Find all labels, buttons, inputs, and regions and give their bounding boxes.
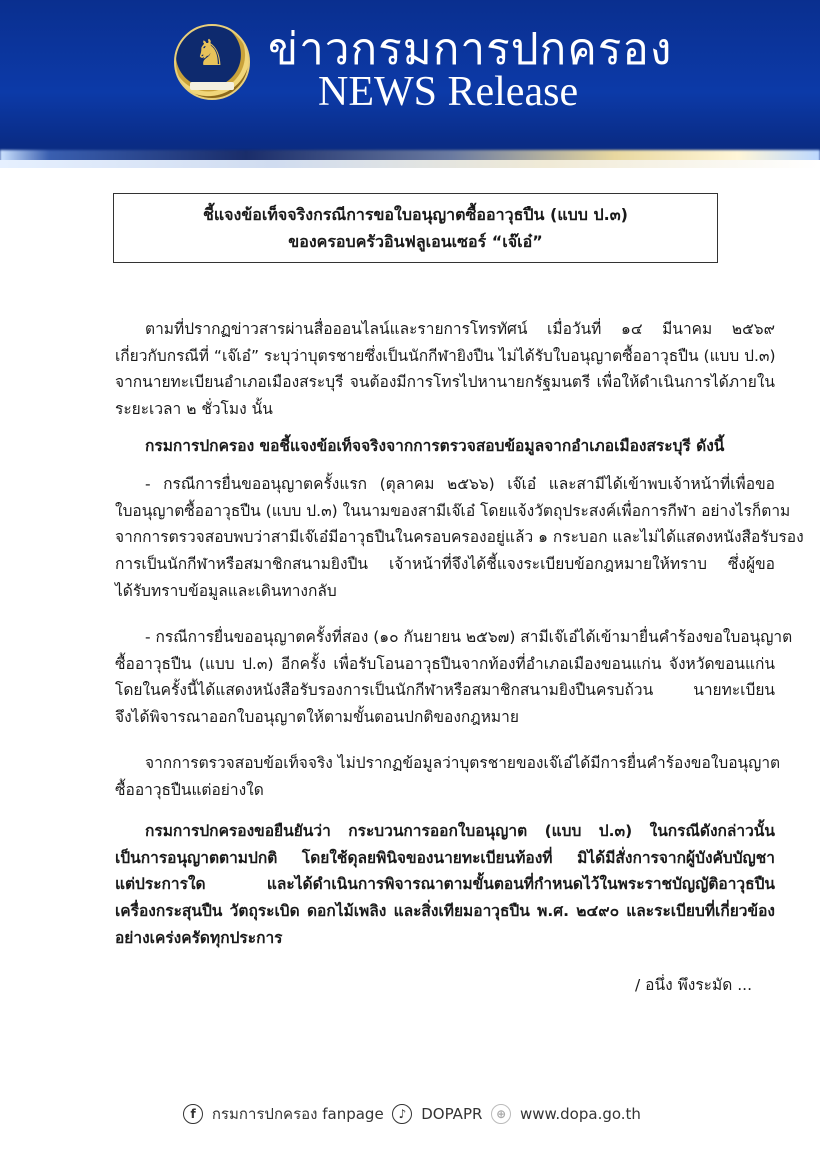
text-line: ได้รับทราบข้อมูลและเดินทางกลับ — [115, 581, 337, 600]
paragraph-second-request — [115, 624, 793, 731]
globe-icon: ⊕ — [491, 1104, 511, 1124]
text-line: ระยะเวลา ๒ ชั่วโมง นั้น — [115, 400, 273, 419]
text-line: ใบอนุญาตซื้ออาวุธปืน (แบบ ป.๓) ในนามของสามีเจ๊เอ๋ โดยแจ้งวัตถุประสงค์เพื่อการกีฬา อย่างไรก็ตาม — [115, 501, 791, 520]
text-line: จากการตรวจสอบพบว่าสามีเจ๊เอ๋มีอาวุธปืนในครอบครองอยู่แล้ว ๑ กระบอก และไม่ได้แสดงหนังสือรับรอง — [115, 528, 804, 547]
text-line: กรมการปกครองขอยืนยันว่า กระบวนการออกใบอนุญาต (แบบ ป.๓) ในกรณีดังกล่าวนั้น — [145, 822, 775, 840]
text-line: ซื้ออาวุธปืน (แบบ ป.๓) อีกครั้ง เพื่อรับโอนอาวุธปืนจากท้องที่อำเภอเมืองขอนแก่น จังหวัดขอนแก่น — [115, 654, 775, 673]
closing-note: / อนึ่ง พึงระมัด ... — [635, 976, 752, 994]
text-line: เป็นการอนุญาตตามปกติ โดยใช้ดุลยพินิจของนายทะเบียนท้องที่ มิได้มีสั่งการจากผู้บังคับบัญชา — [115, 848, 775, 867]
news-header — [0, 0, 820, 168]
text-line: อย่างเคร่งครัดทุกประการ — [115, 928, 283, 947]
text-line: โดยในครั้งนี้ได้แสดงหนังสือรับรองการเป็นนักกีฬาหรือสมาชิกสนามยิงปืนครบถ้วน นายทะเบียน — [115, 681, 775, 700]
text-line: จากการตรวจสอบข้อเท็จจริง ไม่ปรากฏข้อมูลว่าบุตรชายของเจ๊เอ๋ได้มีการยื่นคำร้องขอใบอนุญาต — [145, 754, 781, 772]
tiktok-icon: ♪ — [392, 1104, 412, 1124]
text-line: เครื่องกระสุนปืน วัตถุระเบิด ดอกไม้เพลิง และสิ่งเทียมอาวุธปืน พ.ศ. ๒๔๙๐ และระเบียบที่เกี่ยวข้อง — [115, 902, 775, 921]
text-line: แต่ประการใด และได้ดำเนินการพิจารณาตามขั้นตอนที่กำหนดไว้ในพระราชบัญญัติอาวุธปืน — [115, 875, 775, 894]
paragraph-first-request — [115, 471, 804, 604]
paragraph-intro — [115, 316, 775, 423]
header-title-english: NEWS Release — [318, 69, 579, 115]
website-link[interactable]: www.dopa.go.th — [519, 1105, 641, 1123]
tiktok-link[interactable]: DOPAPR — [421, 1105, 483, 1123]
text-line: การเป็นนักกีฬาหรือสมาชิกสนามยิงปืน เจ้าหน้าที่จึงได้ชี้แจงระเบียบข้อกฎหมายให้ทราบ ซึ่งผู้ขอ — [115, 555, 775, 574]
title-line-2: ของครอบครัวอินฟลูเอนเซอร์ “เจ๊เอ๋” — [288, 232, 543, 251]
heading-text: กรมการปกครอง ขอชี้แจงข้อเท็จจริงจากการตรวจสอบข้อมูลจากอำเภอเมืองสระบุรี ดังนี้ — [145, 437, 725, 455]
title-line-1: ชี้แจงข้อเท็จจริงกรณีการขอใบอนุญาตซื้ออาวุธปืน (แบบ ป.๓) — [202, 205, 628, 224]
document-title-box — [113, 193, 718, 263]
paragraph-finding — [115, 750, 781, 803]
text-line: เกี่ยวกับกรณีที่ “เจ๊เอ๋” ระบุว่าบุตรชายซึ่งเป็นนักกีฬายิงปืน ไม่ได้รับใบอนุญาตซื้ออาวุธปืน (แบบ ป.๓) — [115, 346, 776, 365]
text-line: - กรณีการยื่นขออนุญาตครั้งที่สอง (๑๐ กันยายน ๒๕๖๗) สามีเจ๊เอ๋ได้เข้ามายื่นคำร้องขอใบอนุญาต — [145, 628, 793, 646]
header-title-thai: ข่าวกรมการปกครอง — [268, 24, 673, 75]
text-line: ซื้ออาวุธปืนแต่อย่างใด — [115, 780, 264, 799]
text-line: จากนายทะเบียนอำเภอเมืองสระบุรี จนต้องมีการโทรไปหานายกรัฐมนตรี เพื่อให้ดำเนินการได้ภายใน — [115, 373, 775, 392]
paragraph-affirmation — [115, 818, 775, 951]
section-heading — [115, 433, 775, 460]
text-line: - กรณีการยื่นขออนุญาตครั้งแรก (ตุลาคม ๒๕๖๖) เจ๊เอ๋ และสามีได้เข้าพบเจ้าหน้าที่เพื่อขอ — [145, 475, 775, 493]
footer-contacts — [0, 1102, 820, 1126]
facebook-icon: f — [183, 1104, 203, 1124]
department-seal-logo: ♞ — [174, 24, 250, 100]
facebook-link[interactable]: กรมการปกครอง fanpage — [211, 1105, 384, 1123]
text-line: ตามที่ปรากฏข่าวสารผ่านสื่อออนไลน์และรายการโทรทัศน์ เมื่อวันที่ ๑๔ มีนาคม ๒๕๖๙ — [145, 320, 775, 338]
text-line: จึงได้พิจารณาออกใบอนุญาตให้ตามขั้นตอนปกติของกฎหมาย — [115, 708, 519, 727]
